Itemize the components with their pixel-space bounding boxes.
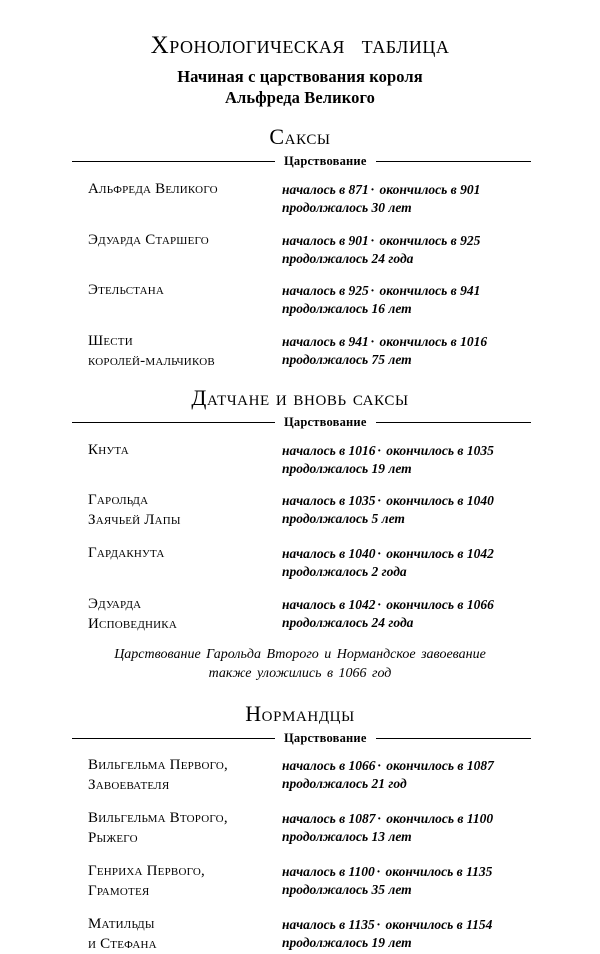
end-text: окончилось в: [386, 442, 464, 458]
end-text: окончилось в: [386, 493, 464, 509]
reign-data: [282, 332, 487, 369]
duration-text: продолжалось: [282, 776, 369, 792]
entry-list-normans: [0, 756, 600, 954]
ruler-name: [88, 862, 282, 901]
duration-text: продолжалось: [282, 199, 369, 215]
reign-duration-line: [282, 510, 494, 528]
separator-dot: ·: [377, 811, 381, 827]
table-row: [0, 332, 600, 371]
reign-span-line: [282, 863, 492, 881]
end-text: окончилось в: [379, 283, 457, 299]
start-text: началось в: [282, 917, 346, 933]
start-year: 1066: [348, 758, 376, 774]
ruler-name-line: королей-мальчиков: [88, 352, 215, 369]
reign-label-danes: Царствование: [284, 415, 367, 430]
end-year: 1066: [466, 597, 494, 613]
reign-span-line: [282, 181, 480, 199]
end-year: 1135: [466, 864, 493, 880]
start-text: началось в: [282, 811, 346, 827]
rule-right: [376, 161, 531, 162]
ruler-name: [88, 915, 282, 954]
page-subtitle: [0, 66, 600, 108]
start-year: 1042: [348, 597, 376, 613]
end-text: окончилось в: [385, 864, 463, 880]
end-year: 901: [460, 181, 481, 197]
section-heading-saxons: Саксы: [269, 124, 331, 150]
reign-span-line: [282, 232, 480, 250]
ruler-name-line: Рыжего: [88, 829, 138, 846]
start-year: 1035: [348, 493, 376, 509]
ruler-name-line: Гардакнута: [88, 545, 165, 562]
end-text: окончилось в: [379, 334, 457, 350]
ruler-name-line: Эдуарда: [88, 596, 142, 613]
section-rule-normans: [72, 731, 528, 745]
duration-value: 5 лет: [371, 511, 405, 527]
subtitle-line-1: Начиная с царствования короля: [177, 67, 423, 87]
entry-list-saxons: [0, 180, 600, 372]
reign-duration-line: [282, 775, 494, 793]
entry-list-danes: [0, 441, 600, 635]
rule-right: [376, 422, 531, 423]
separator-dot: ·: [377, 597, 381, 613]
start-year: 1016: [348, 442, 376, 458]
reign-data: [282, 231, 480, 268]
table-row: [0, 180, 600, 217]
rule-left: [72, 161, 275, 162]
start-year: 941: [348, 334, 369, 350]
reign-duration-line: [282, 250, 480, 268]
duration-text: продолжалось: [282, 460, 369, 476]
ruler-name-line: Завоевателя: [88, 776, 170, 793]
reign-duration-line: [282, 828, 493, 846]
end-year: 1087: [466, 758, 494, 774]
rule-right: [376, 738, 531, 739]
table-row: [0, 862, 600, 901]
separator-dot: ·: [370, 181, 375, 197]
start-text: началось в: [282, 442, 346, 458]
duration-value: 21 год: [371, 776, 407, 792]
start-text: началось в: [282, 283, 346, 299]
start-year: 1100: [348, 864, 375, 880]
start-text: началось в: [282, 864, 346, 880]
ruler-name-line: Гарольда: [88, 492, 149, 509]
reign-data: [282, 809, 493, 846]
separator-dot: ·: [377, 442, 381, 458]
reign-data: [282, 915, 492, 952]
separator-dot: ·: [377, 758, 381, 774]
end-text: окончилось в: [386, 758, 464, 774]
start-text: началось в: [282, 758, 346, 774]
reign-label-saxons: Царствование: [284, 154, 367, 169]
duration-text: продолжалось: [282, 829, 369, 845]
duration-text: продолжалось: [282, 301, 369, 317]
reign-duration-line: [282, 199, 480, 217]
ruler-name-line: Альфреда Великого: [88, 180, 218, 197]
note-line-1: Царствование Гарольда Второго и Нормандское завоевание: [114, 647, 486, 663]
reign-data: [282, 441, 494, 478]
end-year: 941: [460, 283, 481, 299]
end-year: 1016: [460, 334, 488, 350]
separator-dot: ·: [376, 917, 381, 933]
table-row: [0, 915, 600, 954]
table-row: [0, 544, 600, 581]
table-row: [0, 441, 600, 478]
reign-data: [282, 595, 494, 632]
end-text: окончилось в: [379, 232, 457, 248]
duration-text: продолжалось: [282, 352, 369, 368]
duration-value: 16 лет: [371, 301, 412, 317]
ruler-name-line: Матильды: [88, 916, 155, 933]
reign-duration-line: [282, 300, 480, 318]
separator-dot: ·: [376, 864, 381, 880]
start-text: началось в: [282, 597, 346, 613]
end-text: окончилось в: [379, 181, 457, 197]
reign-duration-line: [282, 351, 487, 369]
duration-value: 75 лет: [371, 352, 412, 368]
separator-dot: ·: [370, 232, 375, 248]
ruler-name-line: Грамотея: [88, 882, 150, 899]
start-text: началось в: [282, 232, 346, 248]
start-year: 925: [348, 283, 369, 299]
reign-span-line: [282, 916, 492, 934]
table-row: [0, 595, 600, 634]
reign-duration-line: [282, 563, 494, 581]
ruler-name-line: Кнута: [88, 441, 129, 458]
table-row: [0, 491, 600, 530]
reign-data: [282, 281, 480, 318]
reign-span-line: [282, 545, 494, 563]
duration-text: продолжалось: [282, 935, 369, 951]
ruler-name: [88, 281, 282, 301]
note-line-2: также уложились в 1066 год: [208, 666, 392, 682]
reign-label-normans: Царствование: [284, 731, 367, 746]
section-rule-danes: [72, 416, 528, 430]
duration-value: 24 года: [371, 615, 414, 631]
duration-value: 19 лет: [371, 460, 412, 476]
table-row: [0, 231, 600, 268]
reign-duration-line: [282, 881, 492, 899]
ruler-name: [88, 544, 282, 564]
conquest-note: [65, 646, 535, 684]
ruler-name-line: и Стефана: [88, 935, 157, 952]
end-year: 1100: [466, 811, 494, 827]
duration-value: 19 лет: [371, 935, 412, 951]
separator-dot: ·: [377, 493, 381, 509]
ruler-name-line: Исповедника: [88, 615, 177, 632]
reign-data: [282, 491, 494, 528]
subtitle-line-2: Альфреда Великого: [225, 88, 375, 108]
section-heading-danes: Датчане и вновь саксы: [191, 385, 409, 411]
end-year: 1154: [466, 917, 493, 933]
duration-value: 35 лет: [371, 882, 412, 898]
reign-data: [282, 180, 480, 217]
start-year: 1040: [348, 546, 376, 562]
end-text: окончилось в: [385, 917, 463, 933]
ruler-name: [88, 809, 282, 848]
reign-span-line: [282, 596, 494, 614]
page-title: Хронологическая таблица: [150, 32, 450, 59]
duration-text: продолжалось: [282, 250, 369, 266]
start-text: началось в: [282, 334, 346, 350]
start-year: 1135: [348, 917, 375, 933]
ruler-name-line: Эдуарда Старшего: [88, 231, 209, 248]
rule-left: [72, 738, 275, 739]
duration-text: продолжалось: [282, 564, 369, 580]
ruler-name-line: Генриха Первого,: [88, 863, 205, 880]
reign-span-line: [282, 282, 480, 300]
start-text: началось в: [282, 546, 346, 562]
ruler-name-line: Вильгельма Второго,: [88, 810, 228, 827]
reign-duration-line: [282, 934, 492, 952]
end-text: окончилось в: [386, 546, 464, 562]
ruler-name-line: Вильгельма Первого,: [88, 757, 228, 774]
ruler-name: [88, 180, 282, 200]
ruler-name: [88, 595, 282, 634]
reign-span-line: [282, 492, 494, 510]
reign-data: [282, 756, 494, 793]
reign-span-line: [282, 442, 494, 460]
duration-value: 2 года: [371, 564, 407, 580]
end-text: окончилось в: [386, 597, 464, 613]
table-row: [0, 281, 600, 318]
separator-dot: ·: [370, 283, 375, 299]
reign-span-line: [282, 333, 487, 351]
section-rule-saxons: [72, 155, 528, 169]
duration-value: 24 года: [371, 250, 414, 266]
start-year: 901: [348, 232, 369, 248]
duration-text: продолжалось: [282, 615, 369, 631]
ruler-name-line: Шести: [88, 333, 133, 350]
end-text: окончилось в: [386, 811, 464, 827]
start-year: 871: [348, 181, 369, 197]
table-row: [0, 809, 600, 848]
duration-value: 30 лет: [371, 199, 412, 215]
end-year: 925: [460, 232, 481, 248]
reign-duration-line: [282, 614, 494, 632]
ruler-name: [88, 441, 282, 461]
separator-dot: ·: [377, 546, 381, 562]
reign-span-line: [282, 757, 494, 775]
start-text: началось в: [282, 493, 346, 509]
start-text: началось в: [282, 181, 346, 197]
table-row: [0, 756, 600, 795]
duration-value: 13 лет: [371, 829, 412, 845]
separator-dot: ·: [370, 334, 375, 350]
ruler-name-line: Этельстана: [88, 282, 165, 299]
ruler-name-line: Заячьей Лапы: [88, 511, 181, 528]
reign-data: [282, 544, 494, 581]
reign-duration-line: [282, 460, 494, 478]
duration-text: продолжалось: [282, 511, 369, 527]
rule-left: [72, 422, 275, 423]
duration-text: продолжалось: [282, 882, 369, 898]
end-year: 1035: [466, 442, 494, 458]
end-year: 1042: [466, 546, 494, 562]
ruler-name: [88, 231, 282, 251]
ruler-name: [88, 491, 282, 530]
ruler-name: [88, 332, 282, 371]
start-year: 1087: [348, 811, 376, 827]
reign-data: [282, 862, 492, 899]
reign-span-line: [282, 810, 493, 828]
end-year: 1040: [466, 493, 494, 509]
ruler-name: [88, 756, 282, 795]
section-heading-normans: Нормандцы: [245, 701, 355, 727]
